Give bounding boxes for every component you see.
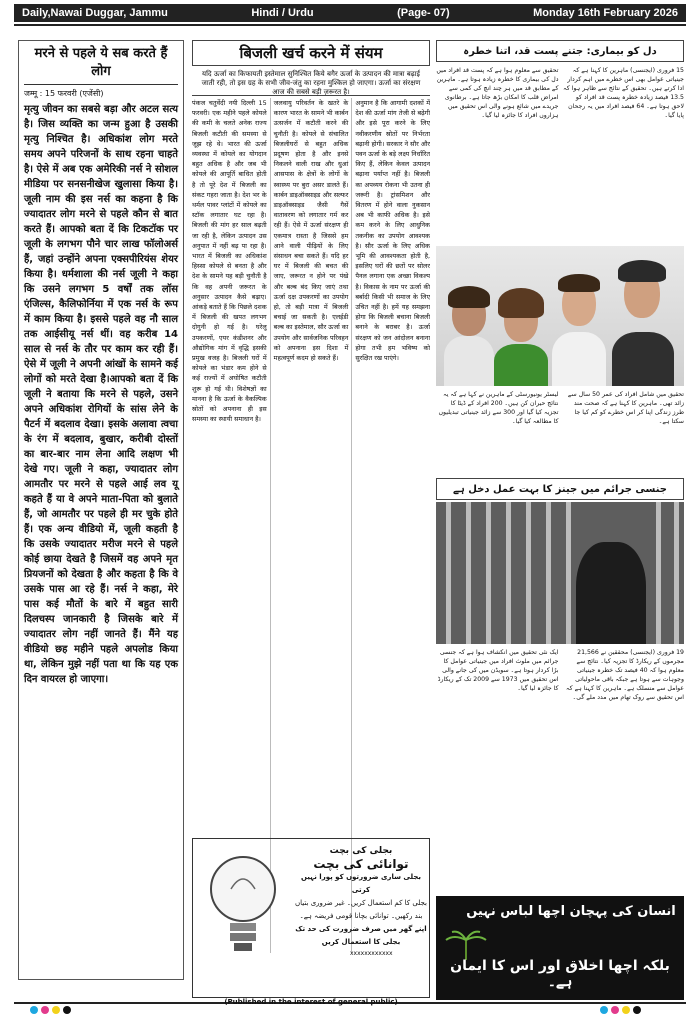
insaan-ad [436,896,684,1000]
urdu-top-col-2: 15 فروری (ایجنسی) ماہرین کا کہنا ہے کہ جینیاتی عوامل بھی اس خطرے میں اہم کردار ادا کرتے ہیں۔ تحقیق کے نتائج سے ظاہر ہوا کہ 13.5 فیصد زیادہ خطرہ پست قد افراد کو لاحق ہوتا ہے۔ 64 فیصد افراد میں یہ رجحان پایا گیا۔ [563,67,684,119]
issue-date: Monday 16th February 2026 [533,7,678,19]
insaan-ad-line2: بلکہ اچھا اخلاق اور اس کا ایمان ہے۔ [450,958,670,990]
ad-bulb-line4: اپنے گھر میں صرف ضرورت کی حد تک بجلی کا استعمال کریں [295,925,427,946]
black-dot [63,1006,71,1014]
middle-article-intro: यदि ऊर्जा का किफायती इस्तेमाल सुनिश्चित किये बगैर ऊर्जा के उत्पादन की मात्रा बढ़ाई जाती रही, तो इस ग्रह के सभी जीव-जंतु का रहना मुश्किल हो जाएगा। ऊर्जा का संरक्षण आज की सबसे बड़ी ज़रूरत है। [192,68,430,96]
ad-bulb-body: بجلی کا کم استعمال کریں۔ غیر ضروری بتیاں بند رکھیں۔ توانائی بچانا قومی فریضہ ہے۔ [295,899,427,920]
magenta-dot [611,1006,619,1014]
article-end-mark: xxxxxxxxxxxx [350,950,393,957]
urdu-second-headline: جنسی جرائم میں جینز کا بہت عمل دخل ہے [436,478,684,500]
masthead [14,4,686,22]
paper-name: Daily,Nawai Duggar, Jammu [22,7,168,19]
left-article-dateline: जम्मू : 15 फरवरी (एजेंसी) [24,89,104,98]
urdu-second-col-1: ایک نئی تحقیق میں انکشاف ہوا ہے کہ جنسی جرائم میں ملوث افراد میں جینیاتی عوامل کا بڑا کردار ہوتا ہے۔ سویڈن میں کی جانے والی اس تحقیق میں 1973 سے 2009 تک کے ریکارڈ کا جائزہ لیا گیا۔ [437,649,559,692]
yellow-dot [52,1006,60,1014]
page-number: (Page- 07) [397,7,450,19]
color-registration-right [600,1006,641,1014]
ad-bulb-footer: (Published in the interest of general public) [224,998,398,1006]
left-article-body: मृत्यु जीवन का सबसे बड़ा और अटल सत्य है। जिस व्यक्ति का जन्म हुआ है उसकी मृत्यु निश्चित है। अधिकांश लोग मरते समय अपने परिजनों के साथ रहना चाहते है। ऐसे में अब एक अमेरिकी नर्स ने सोशल मीडिया पर सनसनीखेज खुलासा किया है। जूली नाम की इस नर्स का कहना है कि ज्यादातर लोग मरने से पहले कौन से बात करते हैं। आपको बता दें कि टिकटॉक पर जूली के लगभग पौने चार लाख फॉलोअर्स हैं, जहां उन्होंने अपना एक्सपीरियंस शेयर किया है। धर्मशाला की नर्स जूली ने कहा कि उसने लगभग 5 वर्षों तक लॉस एंजिल्स, कैलिफोर्निया में एक नर्स के रूप में काम किया है। इससे पहले वह नौ साल तक आईसीयू नर्स थीं। वह करीब 14 साल से नर्स के तौर पर काम कर रही हैं। ऐसे में जूली ने अपनी आंखों के सामने कई लोगों को मरते देखा है।आपको बता दें कि जूली ने बताया कि मरने से पहले, उसने अपने अधिकांश रोगियों के सांस लेने के पैटर्न में बदलाव देखा। इसके अलावा त्वचा के रंग में बदलाव, बुखार, करीबी दोस्तों का बार-बार नाम लेना आदि लक्षण भी देखे गए। जूली ने कहा, ज्यादातर लोग आमतौर पर मरने से पहले आई लव यू कहते हैं या वे अपने माता-पिता को बुलाते हैं, जो आमतौर पर पहले ही मर चुके होते हैं। एक अन्य वीडियो में, जूली कहती है कि उसके ज्यादातर मरीज मरने से पहले कोई छाया देखते है जिसमें वह अपने मृत प्रियजनों को देखता है और कहता है कि वे उसके पास आ रहे हैं। नर्स ने कहा, मेरे पास कई मौतों के बारे में बहुत सारी दिलचस्प जानकारी है जिसके बारे में ज्यादातर लोग नहीं जानते हैं। मैंने यह वीडियो छह महीने पहले अपलोड किया था, लेकिन मुझे नहीं पता था कि यह एक दिन वायरल हो जाएगा। [24,104,178,685]
prison-photo [436,502,684,644]
insaan-ad-line1: انسان کی پہچان اچھا لباس نہیں [466,904,676,919]
urdu-mid-col-1: لیسٹر یونیورسٹی کے ماہرین نے کہا ہے کہ یہ نتائج حیران کن ہیں۔ 200 افراد کے ڈیٹا کا تجزیہ کیا گیا اور 300 سے زائد جینیاتی تبدیلیوں کا مطالعہ کیا گیا۔ [438,391,559,425]
top-rule [14,24,686,26]
left-article [18,40,184,980]
urdu-mid-col-2: تحقیق میں شامل افراد کی عمر 50 سال سے زائد تھی۔ ماہرین کا کہنا ہے کہ صحت مند طرز زندگی اپنا کر اس خطرے کو کم کیا جا سکتا ہے۔ [567,391,684,425]
middle-col-2: जलवायु परिवर्तन के खतरे के कारण भारत के सामने भी कार्बन उत्सर्जन में कटौती करने की चुनौती है। कोयले से संचालित बिजलीघरों से बहुत अधिक प्रदूषण होता है और इनसे निकलने वाली राख और धुआं आसपास के क्षेत्रों के लोगों के स्वास्थ्य पर बुरा असर डालते हैं। कार्बन डाइऑक्साइड और सल्फर डाइऑक्साइड जैसी गैसें वातावरण को लगातार गर्म कर रही हैं। ऐसे में ऊर्जा संरक्षण ही एकमात्र रास्ता है जिससे हम आने वाली पीढ़ियों के लिए संसाधन बचा सकते हैं। यदि हर घर में बिजली की बचत की जाए, जरूरत न होने पर पंखे और बल्ब बंद किए जाएं तथा ऊर्जा दक्ष उपकरणों का उपयोग हो, तो बड़ी मात्रा में बिजली बचाई जा सकती है। एलईडी बल्ब का इस्तेमाल, सौर ऊर्जा का उपयोग और सार्वजनिक परिवहन को अपनाना इस दिशा में महत्वपूर्ण कदम हो सकते हैं। [270,98,353,953]
middle-col-1: पंकज चतुर्वेदी नयी दिल्ली 15 फरवरी। एक महीने पहले कोयले की कमी के चलते अनेक राज्य बिजली कटौती की समस्या से जूझ रहे थे। भारत की ऊर्जा व्यवस्था में कोयले का योगदान बहुत अधिक है और जब भी कोयले की आपूर्ति बाधित होती है तो पूरे देश में बिजली का संकट गहरा जाता है। देश भर के थर्मल पावर प्लांटों में कोयले का स्टॉक लगातार घट रहा है। बिजली की मांग हर साल बढ़ती जा रही है, लेकिन उत्पादन उस अनुपात में नहीं बढ़ पा रहा है। भारत में बिजली का अधिकांश हिस्सा कोयले से बनता है और देश के सामने यह बड़ी चुनौती है कि वह अपनी जरूरत के अनुसार उत्पादन कैसे बढ़ाए। आंकड़े बताते हैं कि पिछले दशक में बिजली की खपत लगभग दोगुनी हो गई है। घरेलू उपकरणों, एयर कंडीशनर और औद्योगिक मांग में वृद्धि इसकी प्रमुख वजह है। बिजली घरों में कोयले का भंडार कम होने से कई राज्यों में अघोषित कटौती शुरू हो गई थी। विशेषज्ञों का मानना है कि ऊर्जा के वैकल्पिक स्रोतों को अपनाना ही इस समस्या का स्थायी समाधान है। [192,99,267,424]
ad-bulb-line3: بجلی ساری ضرورتوں کو پورا نہیں کرتی [300,873,422,894]
black-dot [633,1006,641,1014]
lightbulb-icon [203,849,283,969]
cyan-dot [600,1006,608,1014]
middle-col-3: अनुमान है कि आगामी दशकों में देश की ऊर्जा मांग तेजी से बढ़ेगी और इसे पूरा करने के लिए नवीकरणीय स्रोतों पर निर्भरता बढ़ानी होगी। सरकार ने सौर और पवन ऊर्जा के बड़े लक्ष्य निर्धारित किए हैं, लेकिन केवल उत्पादन बढ़ाना पर्याप्त नहीं है। बिजली का अपव्यय रोकना भी उतना ही जरूरी है। ट्रांसमिशन और वितरण में होने वाला नुकसान अब भी काफी अधिक है। इसे कम करने के लिए आधुनिक तकनीक का उपयोग आवश्यक है। सौर ऊर्जा के लिए अधिक भूमि की आवश्यकता होती है, इसलिए घरों की छतों पर सोलर पैनल लगाना एक अच्छा विकल्प है। विकास के नाम पर ऊर्जा की बर्बादी किसी भी समाज के लिए उचित नहीं है। हमें यह समझना होगा कि बिजली बचाना बिजली बनाने के बराबर है। ऊर्जा संरक्षण को जन आंदोलन बनाना होगा तभी हम भविष्य को सुरक्षित रख पाएंगे। [355,99,431,363]
urdu-top-col-1: تحقیق سے معلوم ہوا ہے کہ پست قد افراد میں دل کی بیماری کا خطرہ زیادہ ہوتا ہے۔ ماہرین کے مطابق قد میں ہر چند انچ کی کمی سے امراض قلب کا امکان بڑھ جاتا ہے۔ برطانوی جریدے میں شائع ہونے والی اس تحقیق میں ہزاروں افراد کا جائزہ لیا گیا۔ [436,67,559,119]
yellow-dot [622,1006,630,1014]
electricity-saving-ad [192,838,430,998]
left-article-headline: मरने से पहले ये सब करते हैं लोग [24,45,178,85]
ad-bulb-line1: بجلی کی بچت [329,846,393,856]
middle-article-columns [192,98,430,953]
urdu-second-col-2: 19 فروری (ایجنسی) محققین نے 21,566 مجرموں کے ریکارڈ کا تجزیہ کیا۔ نتائج سے معلوم ہوا کہ 40 فیصد تک خطرہ جینیاتی وجوہات سے ہوتا ہے جبکہ باقی ماحولیاتی عوامل سے منسلک ہے۔ ماہرین کا کہنا ہے کہ اس تحقیق سے روک تھام میں مدد ملے گی۔ [566,649,684,701]
urdu-top-columns [436,66,684,242]
ad-bulb-line2: توانائی کی بچت [313,857,409,871]
middle-article-headline: बिजली खर्च करने में संयम [192,40,430,66]
urdu-mid-columns [436,390,684,474]
teenagers-photo [436,246,684,386]
color-registration-left [30,1006,71,1014]
language-label: Hindi / Urdu [251,7,314,19]
urdu-top-headline: دل کو بیماری: جتنے پست قد، اتنا خطرہ [436,40,684,62]
magenta-dot [41,1006,49,1014]
urdu-second-columns [436,648,684,892]
cyan-dot [30,1006,38,1014]
palm-tree-icon [444,930,488,960]
